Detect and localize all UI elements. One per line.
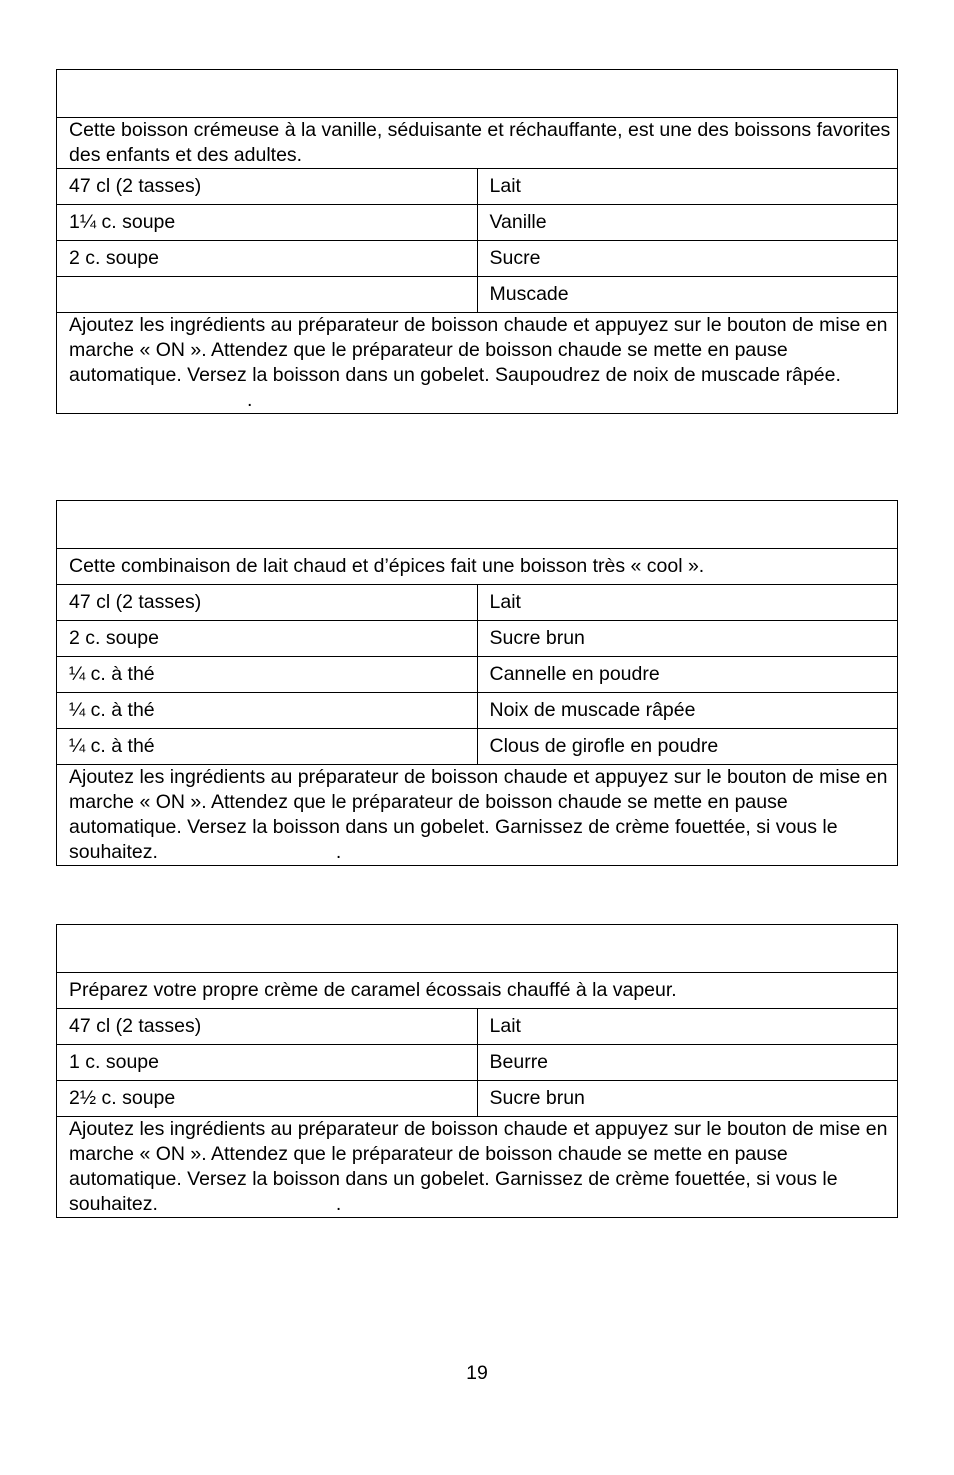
ingredient-row <box>57 1009 898 1045</box>
trailing-period: . <box>335 841 342 863</box>
ingredient-quantity: ¼ c. à thé <box>57 693 478 729</box>
ingredient-row <box>57 205 898 241</box>
recipe-title <box>57 501 898 549</box>
ingredient-name: Sucre brun <box>477 621 898 657</box>
recipe-table-1 <box>56 69 898 414</box>
recipe-description-row <box>57 118 898 169</box>
recipe-instructions: Ajoutez les ingrédients au préparateur de boisson chaude et appuyez sur le bouton de mise en marche « ON ». Attendez que le préparateur de boisson chaude se mette en pause automatique. Versez la boisson dans un gobelet. Saupoudrez de noix de muscade râpée. <box>69 314 888 386</box>
ingredient-row <box>57 1045 898 1081</box>
ingredient-quantity: 47 cl (2 tasses) <box>57 1009 478 1045</box>
ingredient-name: Clous de girofle en poudre <box>477 729 898 765</box>
recipe-description-row <box>57 973 898 1009</box>
recipe-instructions: Ajoutez les ingrédients au préparateur de boisson chaude et appuyez sur le bouton de mise en marche « ON ». Attendez que le préparateur de boisson chaude se mette en pause automatique. Versez la boisson dans un gobelet. Garnissez de crème fouettée, si vous le souhaitez. <box>69 766 888 863</box>
recipe-instructions: Ajoutez les ingrédients au préparateur de boisson chaude et appuyez sur le bouton de mise en marche « ON ». Attendez que le préparateur de boisson chaude se mette en pause automatique. Versez la boisson dans un gobelet. Garnissez de crème fouettée, si vous le souhaitez. <box>69 1118 888 1215</box>
page-number: 19 <box>466 1362 488 1384</box>
recipe-instructions-row <box>57 1117 898 1218</box>
ingredient-row <box>57 621 898 657</box>
ingredient-quantity: 2 c. soupe <box>57 621 478 657</box>
recipe-description: Cette combinaison de lait chaud et d’épices fait une boisson très « cool ». <box>57 549 898 585</box>
ingredient-quantity: 2½ c. soupe <box>57 1081 478 1117</box>
ingredient-quantity: 1¼ c. soupe <box>57 205 478 241</box>
ingredient-name: Lait <box>477 169 898 205</box>
ingredient-quantity: ¼ c. à thé <box>57 729 478 765</box>
recipe-description-row <box>57 549 898 585</box>
ingredient-name: Sucre <box>477 241 898 277</box>
ingredient-row <box>57 693 898 729</box>
ingredient-name: Beurre <box>477 1045 898 1081</box>
ingredient-row <box>57 169 898 205</box>
recipe-title-row <box>57 501 898 549</box>
ingredient-name: Lait <box>477 585 898 621</box>
recipe-title <box>57 70 898 118</box>
ingredient-row <box>57 585 898 621</box>
recipe-title-row <box>57 925 898 973</box>
ingredient-row <box>57 729 898 765</box>
ingredient-row <box>57 241 898 277</box>
ingredient-name: Muscade <box>477 277 898 313</box>
ingredient-name: Vanille <box>477 205 898 241</box>
recipe-description: Préparez votre propre crème de caramel écossais chauffé à la vapeur. <box>57 973 898 1009</box>
ingredient-row <box>57 1081 898 1117</box>
trailing-period: . <box>247 389 253 411</box>
ingredient-quantity: 47 cl (2 tasses) <box>57 169 478 205</box>
recipe-instructions-cell <box>57 1117 898 1218</box>
ingredient-name: Noix de muscade râpée <box>477 693 898 729</box>
recipe-instructions-row <box>57 313 898 414</box>
recipe-table-3 <box>56 924 898 1218</box>
recipe-instructions-row <box>57 765 898 866</box>
ingredient-quantity: 1 c. soupe <box>57 1045 478 1081</box>
recipe-table-2 <box>56 500 898 866</box>
ingredient-row <box>57 277 898 313</box>
ingredient-name: Lait <box>477 1009 898 1045</box>
ingredient-row <box>57 657 898 693</box>
ingredient-quantity: 47 cl (2 tasses) <box>57 585 478 621</box>
ingredient-name: Cannelle en poudre <box>477 657 898 693</box>
trailing-period: . <box>335 1193 342 1215</box>
recipe-instructions-cell <box>57 765 898 866</box>
recipe-description: Cette boisson crémeuse à la vanille, séduisante et réchauffante, est une des boissons favorites des enfants et des adultes. <box>57 118 898 169</box>
ingredient-name: Sucre brun <box>477 1081 898 1117</box>
ingredient-quantity: ¼ c. à thé <box>57 657 478 693</box>
recipe-title-row <box>57 70 898 118</box>
recipe-instructions-cell <box>57 313 898 414</box>
ingredient-quantity: 2 c. soupe <box>57 241 478 277</box>
recipe-title <box>57 925 898 973</box>
ingredient-quantity <box>57 277 478 313</box>
